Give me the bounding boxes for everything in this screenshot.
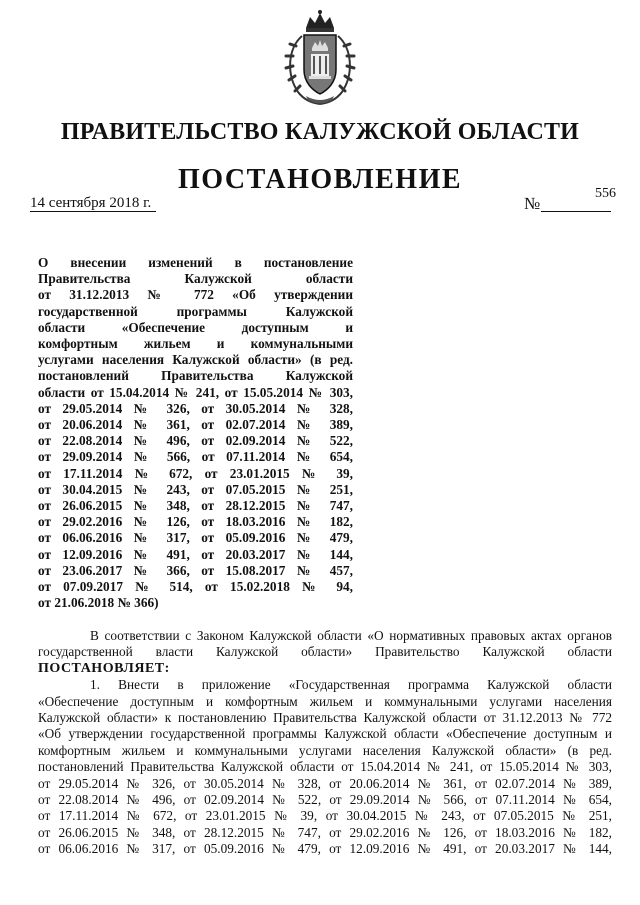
date-text: 14 сентября 2018 г. (30, 195, 152, 211)
item-1-line: комфортным жильем и коммунальными услугами населения Калужской области» (в ред. (38, 742, 612, 758)
subject-line: от 12.09.2016 № 491, от 20.03.2017 № 144, (38, 546, 353, 562)
item-1-line: Калужской области» к постановлению Правительства Калужской области от 31.12.2013 № 772 (38, 710, 612, 726)
subject-line: от 22.08.2014 № 496, от 02.09.2014 № 522, (38, 433, 353, 449)
date-underline (30, 211, 156, 212)
subject-line: от 30.04.2015 № 243, от 07.05.2015 № 251, (38, 481, 353, 497)
subject-line: услугами населения Калужской области» (в ред. (38, 352, 353, 368)
subject-line: от 29.05.2014 № 326, от 30.05.2014 № 328, (38, 400, 353, 416)
subject-line: от 07.09.2017 № 514, от 15.02.2018 № 94, (38, 579, 353, 595)
item-1-line: «Об утверждении государственной программы Калужской области «Обеспечение доступным и (38, 726, 612, 742)
preamble-line: В соответствии с Законом Калужской области «О нормативных правовых актах органов (90, 628, 612, 643)
subject-line: от 20.06.2014 № 361, от 02.07.2014 № 389, (38, 417, 353, 433)
subject-line: от 29.09.2014 № 566, от 07.11.2014 № 654, (38, 449, 353, 465)
number-label: № (524, 194, 541, 213)
subject-line: комфортным жильем и коммунальными (38, 336, 353, 352)
subject-line: Правительства Калужской области (38, 271, 353, 287)
subject-line: от 31.12.2013 № 772 «Об утверждении (38, 287, 353, 303)
document-date (30, 195, 151, 212)
subject-line: от 23.06.2017 № 366, от 15.08.2017 № 457, (38, 562, 353, 578)
subject-line: от 21.06.2018 № 366) (38, 595, 159, 611)
subject-line: области от 15.04.2014 № 241, от 15.05.2014 № 303, (38, 384, 353, 400)
subject-line: области «Обеспечение доступным и (38, 319, 353, 335)
kaluga-oblast-coat-of-arms-icon (282, 8, 358, 108)
subject-line: государственной программы Калужской (38, 303, 353, 319)
subject-line: от 17.11.2014 № 672, от 23.01.2015 № 39, (38, 465, 353, 481)
item-1-line: от 06.06.2016 № 317, от 05.09.2016 № 479, от 12.09.2016 № 491, от 20.03.2017 № 144, (38, 841, 612, 857)
organization-title: ПРАВИТЕЛЬСТВО КАЛУЖСКОЙ ОБЛАСТИ (60, 119, 580, 145)
document-type-heading: ПОСТАНОВЛЕНИЕ (177, 164, 463, 195)
item-1-line: от 22.08.2014 № 496, от 02.09.2014 № 522, от 29.09.2014 № 566, от 07.11.2014 № 654, (38, 792, 612, 808)
subject-line: постановлений Правительства Калужской (38, 368, 353, 384)
item-1-line: 1. Внести в приложение «Государственная программа Калужской области (90, 677, 612, 693)
subject-line: О внесении изменений в постановление (38, 255, 353, 270)
item-1-line: постановлений Правительства Калужской области от 15.04.2014 № 241, от 15.05.2014 № 303, (38, 759, 612, 775)
item-1-line: от 29.05.2014 № 326, от 30.05.2014 № 328, от 20.06.2014 № 361, от 02.07.2014 № 389, (38, 775, 612, 791)
item-1-line: от 26.06.2015 № 348, от 28.12.2015 № 747, от 29.02.2016 № 126, от 18.03.2016 № 182, (38, 824, 612, 840)
subject-line: от 29.02.2016 № 126, от 18.03.2016 № 182, (38, 514, 353, 530)
document-body (38, 628, 612, 858)
document-number: 556 (595, 186, 616, 201)
resolves-heading: ПОСТАНОВЛЯЕТ: (38, 660, 170, 676)
item-1-line: от 17.11.2014 № 672, от 23.01.2015 № 39, от 30.04.2015 № 243, от 07.05.2015 № 251, (38, 808, 612, 824)
preamble-line: государственной власти Калужской области» Правительство Калужской области (38, 644, 612, 660)
subject-line: от 26.06.2015 № 348, от 28.12.2015 № 747, (38, 498, 353, 514)
subject-line: от 06.06.2016 № 317, от 05.09.2016 № 479, (38, 530, 353, 546)
number-underline (541, 211, 611, 212)
document-subject (38, 255, 353, 611)
item-1-line: «Обеспечение доступным и комфортным жильем и коммунальными услугами населения (38, 693, 612, 709)
